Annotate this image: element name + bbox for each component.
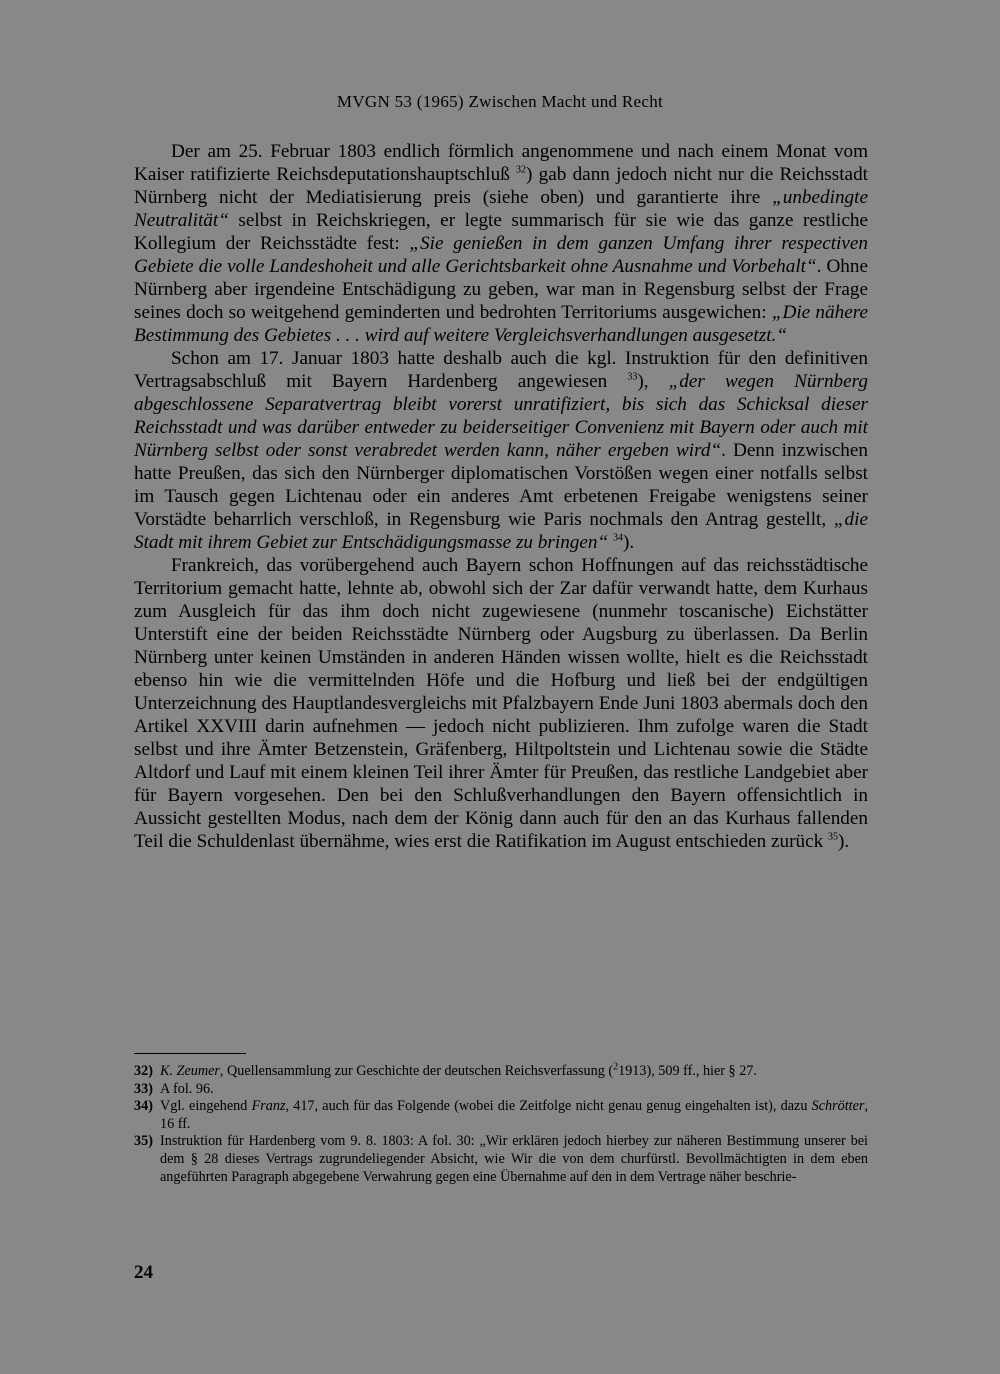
footnote (134, 1063, 868, 1081)
italic-text: Franz (251, 1098, 286, 1115)
footnote-marker: 35) (134, 1133, 153, 1150)
footnote-text (160, 1098, 868, 1133)
text-run: ), (637, 371, 669, 392)
text-run: ). (838, 831, 850, 852)
footnote-reference: 35 (828, 831, 839, 843)
text-run: Der am 25. Februar 1803 endlich förmlich angenommene und nach einem Monat vom Kaiser ratifizierte Reichsdeputationshauptschluß (134, 141, 868, 185)
text-run: , Quellensammlung zur Geschichte der deutschen Reichsverfassung ( (219, 1063, 614, 1079)
footnote (134, 1098, 868, 1133)
footnote (134, 1081, 868, 1099)
text-run: Instruktion für Hardenberg vom 9. 8. 1803: A fol. 30: „Wir erklären jedoch hierbey zur näheren Bestimmung unserer bei dem § 28 dieses Vertrags zugrundeliegender Absicht, wie Wir die von dem churfürstl. Bevollmächtigten in dem eben angeführten Paragraph abgegebene Verwahrung gegen eine Übernahme auf den in dem Vertrage näher beschrie- (160, 1133, 868, 1185)
text-run: , 16 ff. (160, 1098, 868, 1132)
text-run: A fol. 96. (160, 1080, 214, 1097)
text-run: ) gab dann jedoch nicht nur die Reichsstadt Nürnberg nicht der Mediatisierung preis (siehe oben) und garantierte ihre (134, 164, 868, 208)
footnote-marker: 34) (134, 1098, 153, 1115)
footnote-marker: 33) (134, 1080, 153, 1097)
text-run: , 417, auch für das Folgende (wobei die Zeitfolge nicht genau genug eingehalten ist), dazu (285, 1098, 812, 1115)
text-run: Schon am 17. Januar 1803 hatte deshalb auch die kgl. Instruktion für den definitiven Vertragsabschluß mit Bayern Hardenberg angewiesen (134, 348, 868, 392)
text-run: 1913), 509 ff., hier § 27. (618, 1063, 757, 1079)
paragraph (134, 554, 868, 853)
paragraph (134, 347, 868, 554)
footnote-text (160, 1063, 868, 1081)
footnote-reference: 2 (613, 1061, 619, 1073)
footnote-reference: 32 (516, 164, 527, 176)
running-header: MVGN 53 (1965) Zwischen Macht und Recht (336, 92, 664, 111)
footnote-marker: 32) (134, 1063, 153, 1079)
italic-text: „Die nähere Bestimmung des Gebietes . . . wird auf weitere Vergleichsverhandlungen ausgesetzt.“ (134, 302, 868, 346)
footnote-reference: 34 (612, 532, 623, 544)
text-run: Frankreich, das vorübergehend auch Bayern schon Hoffnungen auf das reichsstädtische Territorium gemacht hatte, lehnte ab, obwohl sich der Zar dafür verwandt hatte, dem Kurhaus zum Ausgleich für das ihm doch nicht zugewiesene (nunmehr toscanische) Eichstätter Unterstift eine der beiden Reichsstädte Nürnberg oder Augsburg zu überlassen. Da Berlin Nürnberg unter keinen Umständen in anderen Händen wissen wollte, hielt es die Reichsstadt ebenso hin wie die vermittelnden Höfe und die Hofburg und ließ bei der endgültigen Unterzeichnung des Hauptlandesvergleichs mit Pfalzbayern Ende Juni 1803 abermals doch den Artikel XXVIII darin aufnehmen — jedoch nicht publizieren. Ihm zufolge waren die Stadt selbst und ihre Ämter Betzenstein, Gräfenberg, Hiltpoltstein und Lichtenau sowie die Städte Altdorf und Lauf mit einem kleinen Teil ihrer Ämter für Preußen, das restliche Landgebiet aber für Bayern vorgesehen. Den bei den Schlußverhandlungen den Bayern offensichtlich in Aussicht gestellten Modus, nach dem der König dann auch für den an das Kurhaus fallenden Teil die Schuldenlast übernähme, wies erst die Ratifikation im August entschieden zurück (134, 555, 868, 852)
italic-text: „die Stadt mit ihrem Gebiet zur Entschädigungsmasse zu bringen“ (134, 509, 868, 553)
footnote-separator (134, 1053, 246, 1054)
text-run: . Denn inzwischen hatte Preußen, das sich den Nürnberger diplomatischen Vorstößen wegen einer notfalls selbst im Tausch gegen Lichtenau oder ein anderes Amt erbetenen Freigabe wenigstens seiner Vorstädte beharrlich verschloß, in Regensburg wie Paris nochmals den Antrag gestellt, (134, 440, 868, 530)
italic-text: K. Zeumer (160, 1063, 220, 1079)
italic-text: „unbedingte Neutralität“ (134, 187, 868, 231)
footnotes (134, 1063, 868, 1186)
italic-text: „der wegen Nürnberg abgeschlossene Separatvertrag bleibt vorerst unratifiziert, bis sich das Schicksal dieser Reichsstadt und was darüber entweder zu beiderseitiger Convenienz mit Bayern oder auch mit Nürnberg selbst oder sonst verabredet werden kann, näher ergeben wird“ (134, 371, 868, 461)
text-run: . Ohne Nürnberg aber irgendeine Entschädigung zu geben, war man in Regensburg selbst der Frage seines doch so weitgehend geminderten und bedrohten Territoriums ausgewichen: (134, 256, 869, 323)
text-run: Vgl. eingehend (160, 1098, 252, 1115)
italic-text: Schrötter (811, 1098, 865, 1115)
italic-text: „Sie genießen in dem ganzen Umfang ihrer respectiven Gebiete die volle Landeshoheit und alle Gerichtsbarkeit ohne Ausnahme und Vorbehalt“ (134, 233, 868, 277)
text-run: selbst in Reichskriegen, er legte summarisch für sie wie das ganze restliche Kollegium der Reichsstädte fest: (134, 210, 868, 254)
paragraph (134, 140, 868, 347)
footnote-text (160, 1133, 868, 1186)
footnote (134, 1133, 868, 1186)
footnote-text (160, 1081, 868, 1099)
footnote-reference: 33 (627, 371, 638, 383)
text-run: ). (622, 532, 635, 553)
page-number: 24 (134, 1262, 153, 1283)
body-text (134, 140, 868, 853)
